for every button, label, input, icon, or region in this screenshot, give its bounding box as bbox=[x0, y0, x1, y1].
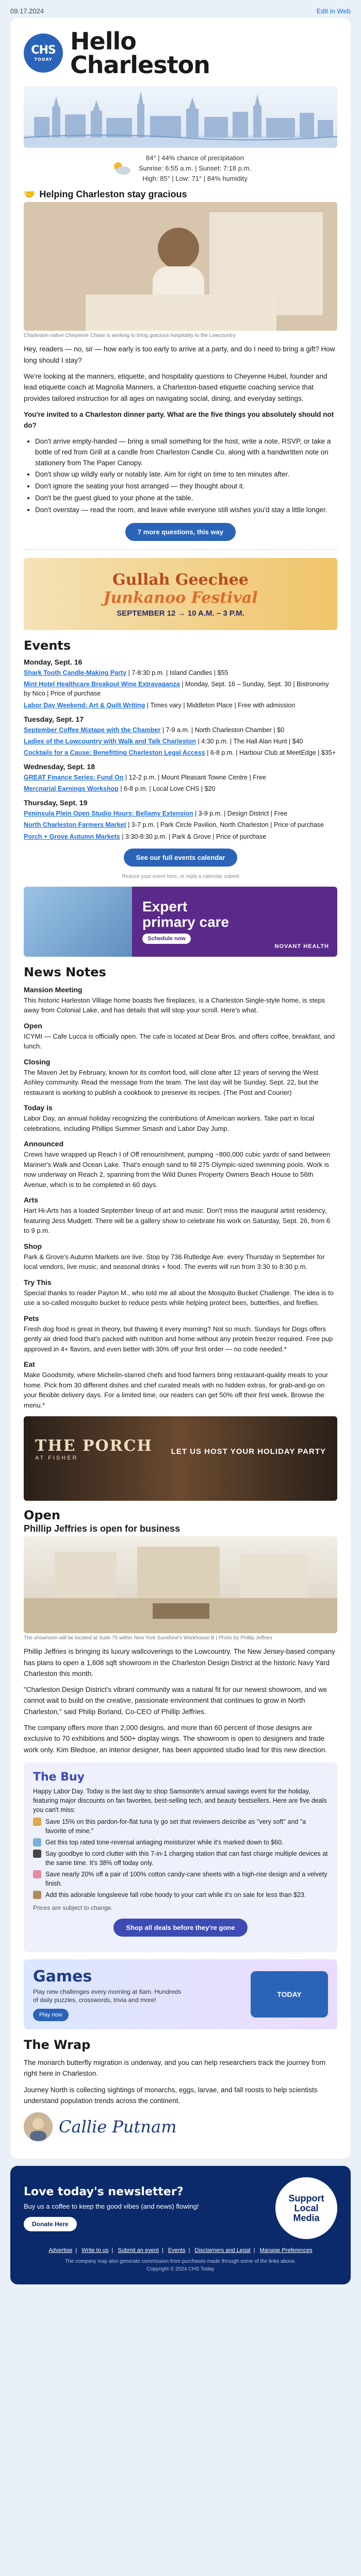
event-item bbox=[24, 773, 337, 782]
masthead bbox=[24, 29, 337, 83]
buy-title: The Buy bbox=[33, 1771, 85, 1784]
buy-item[interactable] bbox=[33, 1849, 328, 1868]
donate-row bbox=[24, 2177, 337, 2239]
news-item-text: Labor Day, an annual holiday recognizing the contributions of American workers. Take part in local celebrations, including Phillips Summer Smash and Labor Day Jump. bbox=[24, 1114, 315, 1132]
novant-title-1: Expert bbox=[142, 899, 188, 915]
news-item-text: Hart Hi-Arts has a loaded September lineup of art and music. Don't miss the inaugural artist residency, featuring Jess Mudgett. There will be a gallery show to celebrate his work on Saturday, Sept. 26, from 6 to 9 p.m. bbox=[24, 1207, 331, 1235]
donate-copy bbox=[24, 2185, 199, 2231]
games-device-art bbox=[251, 1971, 328, 2018]
event-day-label: Wednesday, Sept. 18 bbox=[24, 762, 95, 771]
showroom-art bbox=[24, 1536, 337, 1633]
footer-fine-2: Copyright © 2024 CHS Today bbox=[146, 2266, 215, 2273]
open-photo bbox=[24, 1536, 337, 1633]
badge-line: Support bbox=[288, 2193, 324, 2204]
buy-prices-note: Prices are subject to change. bbox=[33, 1904, 113, 1911]
porch-logo bbox=[35, 1437, 153, 1461]
event-link[interactable]: Cocktails for a Cause: Benefitting Charleston Legal Access bbox=[24, 749, 205, 756]
more-questions-button[interactable]: 7 more questions, this way bbox=[125, 523, 236, 541]
games-text: Play new challenges every morning at 6am. Hundreds of daily puzzles, crosswords, trivia and more! bbox=[33, 1988, 182, 2004]
event-link[interactable]: North Charleston Farmers Market bbox=[24, 821, 126, 829]
news-item-text: Crews have wrapped up Reach I of Off renourishment, pumping ~800,000 cubic yards of sand between Mariner's Walk and Ocean Lake. That's enough sand to fill 275 Olympic-sized swimming pools. Work is now underway on Reach 2, spanning from the Wild Dunes Property Owners Beach House to 56th Avenue, which is to be completed in 60 days. bbox=[24, 1150, 331, 1189]
news-item-title: Open bbox=[24, 1021, 42, 1030]
event-link[interactable]: Peninsula Plein Open Studio Hours: Bellamy Extension bbox=[24, 810, 193, 818]
footer-link-preferences[interactable]: Manage Preferences bbox=[259, 2247, 313, 2254]
donate-button[interactable]: Donate Here bbox=[24, 2217, 77, 2231]
author-avatar bbox=[24, 2112, 53, 2141]
event-detail: | 3-7 p.m. | Park Circle Pavilion, North Charleston | Price of purchase bbox=[128, 821, 324, 829]
weather-block bbox=[24, 153, 337, 184]
avatar-art bbox=[24, 2112, 53, 2141]
buy-item[interactable] bbox=[33, 1817, 328, 1836]
novant-ad-copy bbox=[132, 887, 337, 957]
weather-summary: 84° | 44% chance of precipitation bbox=[146, 154, 244, 162]
weather-high-low: High: 85° | Low: 71° | 84% humidity bbox=[142, 175, 248, 183]
partly-cloudy-icon bbox=[110, 160, 133, 177]
main-card bbox=[10, 18, 351, 2159]
novant-health-ad[interactable] bbox=[24, 887, 337, 957]
news-item-title: Try This bbox=[24, 1278, 52, 1286]
buy-item-text: Save 15% on this pardon-for-flat tuna ty go set that reviewers describe as "very soft" and "a favorite of mine." bbox=[45, 1818, 306, 1835]
event-item bbox=[24, 809, 337, 818]
footer-link-events[interactable]: Events bbox=[168, 2247, 186, 2254]
novant-ad-image bbox=[24, 887, 132, 957]
view-in-browser-link[interactable]: Edit in Web bbox=[316, 7, 351, 15]
open-heading-text: Phillip Jeffries is open for business bbox=[24, 1523, 180, 1534]
intro-question: You're invited to a Charleston dinner party. What are the five things you absolutely should not do? bbox=[24, 411, 334, 430]
intro-heading-text: Helping Charleston stay gracious bbox=[39, 189, 187, 200]
news-item-title: Pets bbox=[24, 1314, 39, 1323]
news-item-text: This historic Harleston Village home boasts five fireplaces, is a Charleston Single-style home, is steps away from Colonial Lake, and has details that will stop your scroll. Here's what. bbox=[24, 996, 325, 1014]
news-item-text: Park & Grove's Autumn Markets are live. Stop by 736 Rutledge Ave. every Thursday in September for local vendors, live music, and seasonal drinks + food. The events will run from 3:30 to 8:30 p.m. bbox=[24, 1252, 325, 1271]
intro-paragraph-1: Hey, readers — no, sir — how early is too early to arrive at a party, and do I need to bring a gift? How long should I stay? bbox=[24, 345, 335, 364]
event-detail: | 12-2 p.m. | Mount Pleasant Towne Centre | Free bbox=[125, 774, 266, 782]
divider bbox=[24, 549, 337, 550]
ad-dates: SEPTEMBER 12 → 10 A.M. – 3 P.M. bbox=[117, 608, 244, 618]
event-detail: | 3:30-8:30 p.m. | Park & Grove | Price of purchase bbox=[122, 833, 267, 840]
the-porch-ad[interactable] bbox=[24, 1416, 337, 1501]
open-paragraph: Phillip Jeffries is bringing its luxury wallcoverings to the Lowcountry. The New Jersey-based company has plans to open a 1,608 sqft showroom in the Charleston Design District at the historic Navy Yard Charleston this month. bbox=[24, 1648, 336, 1677]
intro-paragraph-2: We're looking at the manners, etiquette, and hospitality questions to Cheyenne Hubel, founder and lead etiquette coach at Magnolia Manners, a Charleston-based etiquette coaching service that provides tailored instruction for all ages on navigating social, dining, and everyday settings. bbox=[24, 372, 327, 402]
badge-line: Media bbox=[293, 2212, 320, 2223]
open-paragraph: "Charleston Design District's vibrant community was a natural fit for our newest showroom, and we cannot wait to build on the creative, passionate environment that continues to grow in North Charleston," said Philip Borland, Co-CEO of Phillip Jeffries. bbox=[24, 1686, 327, 1716]
footer-link-legal[interactable]: Disclaimers and Legal bbox=[194, 2247, 251, 2254]
news-item-title: Eat bbox=[24, 1360, 35, 1369]
intro-photo bbox=[24, 202, 337, 331]
event-item bbox=[24, 784, 337, 793]
novant-title-2: primary care bbox=[142, 913, 229, 930]
event-detail: | Monday, Sept. 16 – Sunday, Sept. 30 | Bistronomy by Nico | Price of purchase bbox=[24, 681, 329, 698]
chs-today-logo[interactable] bbox=[24, 33, 63, 73]
intro-bullet: • Don't overstay — read the room, and leave while everyone still wishes you'd stay a little longer. bbox=[35, 505, 337, 516]
games-box bbox=[24, 1959, 337, 2030]
news-item-title: Shop bbox=[24, 1242, 42, 1250]
skyline-svg bbox=[24, 86, 337, 148]
news-item-title: Mansion Meeting bbox=[24, 985, 83, 994]
event-detail: | 6-8 p.m. | Local Love CHS | $20 bbox=[120, 785, 216, 793]
buy-item-text: Say goodbye to cord clutter with this 7-in-1 charging station that can fast charge multiple devices at the same time. It's 38% off today only. bbox=[45, 1850, 328, 1867]
news-item-title: Today is bbox=[24, 1104, 53, 1112]
event-link[interactable]: Mint Hotel Healthcare Breakout Wine Extravaganza bbox=[24, 681, 180, 688]
event-link[interactable]: Mercnarial Earnings Workshop bbox=[24, 785, 119, 793]
footer-link-submit-event[interactable]: Submit an event bbox=[118, 2247, 159, 2254]
wrap-paragraph: The monarch butterfly migration is underway, and you can help researchers track the journey from right here in Charleston. bbox=[24, 2059, 326, 2078]
event-day-label: Thursday, Sept. 19 bbox=[24, 799, 88, 807]
news-item-text: Fresh dog food is great in theory, but thawing it every morning? Not so much. Sundays for Dogs offers gently air dried food that's packed with nutrition and home without any protein freezer required. Free pup approved in 4+ flavors, and even better with 30% off your first order — no code needed.* bbox=[24, 1325, 333, 1353]
newsletter-title: Love today's newsletter? bbox=[24, 2185, 184, 2199]
event-detail: | 7-9 a.m. | North Charleston Chamber | $0 bbox=[162, 726, 285, 734]
event-item bbox=[24, 725, 337, 735]
newsletter-date: 09.17.2024 bbox=[10, 7, 44, 15]
buy-item[interactable] bbox=[33, 1890, 328, 1900]
support-local-media-badge bbox=[275, 2177, 337, 2239]
news-item-text: The Maven Jet by February, known for its comfort food, will close after 12 years of serving the West Ashley community. Read the message from the team. The last day will be Sunday, Sept. 22, but the restaurant is working to publish a cookbook to preserve its recipes. (The Post and Courier) bbox=[24, 1068, 319, 1096]
product-icon bbox=[33, 1818, 41, 1826]
play-games-button[interactable]: Play now bbox=[33, 2009, 69, 2021]
buy-item[interactable] bbox=[33, 1838, 328, 1847]
events-calendar-button[interactable]: See our full events calendar bbox=[124, 849, 238, 867]
event-item bbox=[24, 832, 337, 841]
footer-link-write[interactable]: Write to us bbox=[81, 2247, 109, 2254]
event-item bbox=[24, 701, 337, 710]
event-detail: | 6-8 p.m. | Harbour Club at MeetEdge | $35+ bbox=[207, 749, 336, 756]
author-signature: Callie Putnam bbox=[59, 2117, 177, 2137]
buy-item-text: Add this adorable longsleeve fall robe hoody to your cart while it's on sale for less than $23. bbox=[45, 1891, 306, 1899]
games-badge: TODAY bbox=[277, 1990, 302, 1998]
ad-title-2: Junkanoo Festival bbox=[103, 588, 258, 607]
event-item bbox=[24, 668, 337, 677]
porch-tagline: LET US HOST YOUR HOLIDAY PARTY bbox=[171, 1447, 326, 1456]
games-title: Games bbox=[33, 1967, 92, 1986]
intro-bullet: • Don't show up wildly early or notably late. Aim for right on time to ten minutes after. bbox=[35, 469, 337, 480]
title-line-1: Hello bbox=[70, 27, 136, 55]
event-day-label: Monday, Sept. 16 bbox=[24, 658, 83, 667]
news-item-text: Special thanks to reader Payton M., who told me all about the Mosquito Bucket Challenge. The idea is to use a so-called mosquito bucket to reduce pests while helping protect bees, butterflies, and fireflies. bbox=[24, 1289, 334, 1307]
intro-caption: Charleston native Cheyenne Chase is working to bring gracious hospitality to the Lowcountry bbox=[24, 333, 236, 339]
signature-row bbox=[24, 2112, 337, 2141]
gullah-festival-ad[interactable] bbox=[24, 558, 337, 630]
buy-item[interactable] bbox=[33, 1870, 328, 1888]
games-copy bbox=[33, 1968, 188, 2022]
event-link[interactable]: Labor Day Weekend: Art & Quilt Writing bbox=[24, 701, 145, 709]
footer-fine-print bbox=[24, 2258, 337, 2273]
buy-item-text: Get this top rated tone-reversal antiaging moisturizer while it's marked down to $60. bbox=[45, 1838, 284, 1846]
wrap-paragraph: Journey North is collecting sightings of monarchs, eggs, larvae, and fall roosts to help scientists understand population trends across the continent. bbox=[24, 2086, 318, 2105]
intro-photo-art bbox=[24, 202, 337, 331]
intro-bullet: • Don't ignore the seating your host arranged — they thought about it. bbox=[35, 481, 337, 492]
topbar bbox=[0, 0, 361, 18]
event-item bbox=[24, 820, 337, 829]
footer-fine-1: The company may also generate commission from purchases made through some of the links above. bbox=[65, 2259, 296, 2265]
event-link[interactable]: GREAT Finance Series: Fund On bbox=[24, 774, 124, 782]
porch-sub: AT FISHER bbox=[35, 1455, 78, 1462]
newsletter-text: Buy us a coffee to keep the good vibes (and news) flowing! bbox=[24, 2202, 199, 2211]
news-item-title: Arts bbox=[24, 1196, 39, 1205]
footer-links: Advertise | Write to us | Submit an event | Events | Disclaimers and Legal | Manage Preferences bbox=[48, 2247, 313, 2254]
intro-bullet-list bbox=[35, 436, 337, 516]
news-heading: News Notes bbox=[24, 964, 106, 979]
weather-sun-times: Sunrise: 6:55 a.m. | Sunset: 7:18 p.m. bbox=[139, 164, 251, 173]
skyline-illustration bbox=[24, 86, 337, 148]
event-link[interactable]: Shark Tooth Candle-Making Party bbox=[24, 669, 127, 677]
event-detail: | 4:30 p.m. | The Hall Alan Hunt | $40 bbox=[198, 737, 303, 745]
wrap-heading: The Wrap bbox=[24, 2038, 91, 2053]
product-icon bbox=[33, 1891, 41, 1899]
event-detail: | 7-8:30 p.m. | Island Candles | $55 bbox=[128, 669, 228, 677]
event-link[interactable]: September Coffee Mixtape with the Chamber bbox=[24, 726, 161, 734]
badge-line: Local bbox=[294, 2202, 319, 2213]
footer-link-advertise[interactable]: Advertise bbox=[48, 2247, 73, 2254]
footer-card bbox=[10, 2166, 351, 2284]
news-item-text: ICYMI — Cafe Lucca is officially open. The cafe is located at Dear Bros. and offers coffee, breakfast, and lunch. bbox=[24, 1032, 335, 1050]
news-item-text: Make Goodsmity, where Michelin-starred chefs and food farmers bring restaurant-quality meals to your home. Pick from 30 different dishes and chef curated meals with no hidden extras, for grab-and-go on your flexible delivery days. For a limited time, our readers can get 50% off their first week. Browse the menu.* bbox=[24, 1371, 329, 1409]
ad-title-1: Gullah Geechee bbox=[112, 570, 249, 589]
events-heading: Events bbox=[24, 638, 71, 653]
open-caption: The showroom will be located at Suite 75 within New York Sunshine's Workhouse B | Photo by Phillip Jeffries bbox=[24, 1635, 272, 1641]
event-item bbox=[24, 680, 337, 698]
event-item bbox=[24, 737, 337, 746]
event-detail: | Times vary | Middleton Place | Free with admission bbox=[146, 701, 296, 709]
title-line-2: Charleston bbox=[70, 51, 210, 79]
buy-intro: Happy Labor Day. Today is the last day to shop Samsonite's annual savings event for the holiday, featuring major discounts on fan favorites, best-selling tech, and beauty bestsellers. Here are five deals you can't miss: bbox=[33, 1788, 327, 1814]
handshake-icon: 🤝 bbox=[24, 189, 36, 200]
logo-text: CHS bbox=[31, 43, 56, 57]
the-buy-box bbox=[24, 1762, 337, 1952]
event-item bbox=[24, 748, 337, 757]
event-day-label: Tuesday, Sept. 17 bbox=[24, 715, 84, 723]
events-note: Reduce your event here, or reply a calendar submit bbox=[122, 873, 239, 879]
intro-heading bbox=[24, 189, 337, 200]
logo-subtext: TODAY bbox=[34, 57, 53, 62]
porch-title: THE PORCH bbox=[35, 1437, 153, 1455]
novant-cta-button[interactable]: Schedule now bbox=[142, 934, 191, 944]
novant-brand: NOVANT HEALTH bbox=[274, 943, 329, 950]
news-item-title: Closing bbox=[24, 1057, 51, 1066]
news-list bbox=[24, 986, 337, 1411]
shop-deals-button[interactable]: Shop all deals before they're gone bbox=[113, 1919, 247, 1937]
product-icon bbox=[33, 1850, 41, 1858]
event-link[interactable]: Porch + Grove Autumn Markets bbox=[24, 833, 120, 840]
intro-bullet: • Don't be the guest glued to your phone at the table. bbox=[35, 493, 337, 504]
buy-item-text: Save nearly 20% off a pair of 100% cotton candy-cane sheets with a high-rise design and a velvety finish. bbox=[45, 1871, 327, 1888]
intro-bullet: • Don't arrive empty-handed — bring a small something for the host, write a note, RSVP, or take a bottle of red from Grill at a candle from Charleston Candle Co. along with a handwritten note on stationery from The Paper Canopy. bbox=[35, 436, 337, 469]
open-paragraph: The company offers more than 2,000 designs, and more than 60 percent of those designs are exclusive to 70 exhibitions and 500+ display wings. The showroom is open to designers and trade work only. Kim Bledsoe, an interior designer, has been appointed studio lead for this new direction. bbox=[24, 1724, 327, 1754]
open-heading bbox=[24, 1523, 337, 1534]
events-list bbox=[24, 658, 337, 841]
product-icon bbox=[33, 1838, 41, 1846]
news-item-title: Announced bbox=[24, 1140, 63, 1148]
open-label: Open bbox=[24, 1508, 60, 1523]
event-detail: | 3-9 p.m. | Design District | Free bbox=[195, 810, 288, 818]
masthead-title bbox=[70, 29, 210, 77]
event-link[interactable]: Ladies of the Lowcountry with Walk and Talk Charleston bbox=[24, 737, 196, 745]
product-icon bbox=[33, 1870, 41, 1878]
